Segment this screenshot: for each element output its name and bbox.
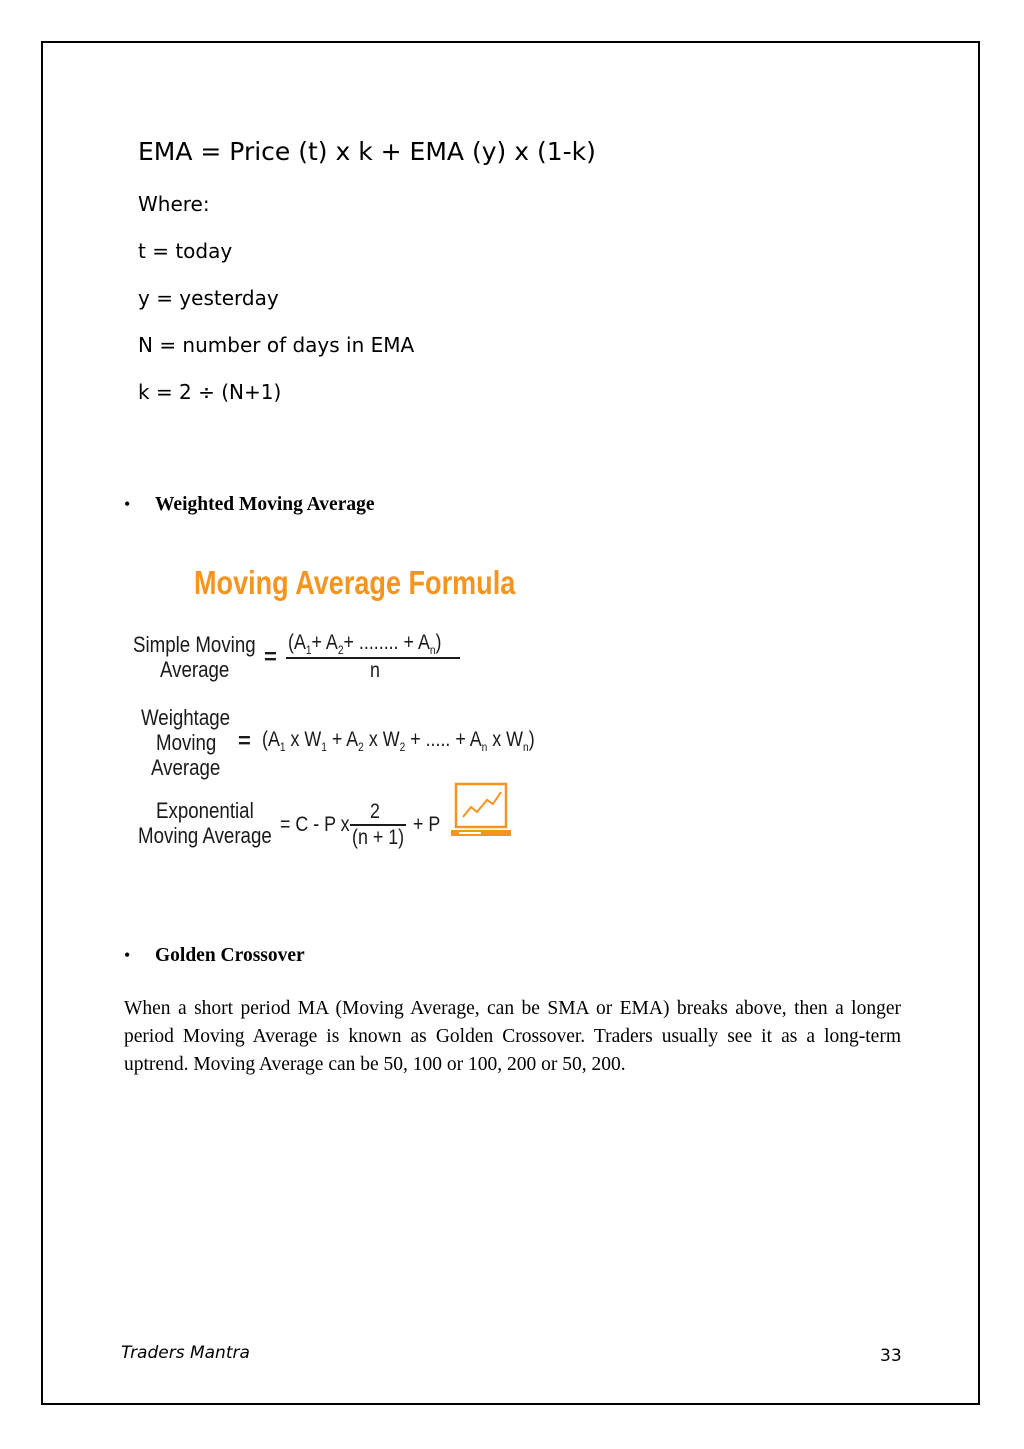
sma-denominator: n <box>370 659 380 682</box>
footer-brand: Traders Mantra <box>121 1343 250 1363</box>
ema-formula-block <box>138 132 596 416</box>
ema-numerator: 2 <box>370 800 380 823</box>
sma-equals: = <box>264 644 277 669</box>
ema-label-line2: Moving Average <box>138 823 272 848</box>
sma-label-line2: Average <box>160 657 230 682</box>
wma-label-line3: Average <box>151 755 221 780</box>
wma-expression: ($A_1$ x $W_1 + A_2$ x $W_2$ + ..... + $A_n$ x $W_n$) <box>262 728 535 755</box>
heading-weighted-moving-average <box>124 494 375 516</box>
ema-label-line1: Exponential <box>156 798 254 823</box>
wma-label-line1: Weightage <box>141 705 231 730</box>
sma-numerator: ($A_1+ A_2+$ ........ + $A_n$) <box>288 631 442 658</box>
ema-prefix: = C - P x <box>280 813 350 836</box>
line-chart-laptop-icon <box>451 782 513 844</box>
moving-average-formula-figure <box>128 556 548 856</box>
heading-text: Weighted Moving Average <box>155 494 375 515</box>
definition-k: k = 2 ÷ (N+1) <box>138 380 282 404</box>
wma-equals: = <box>238 728 251 753</box>
wma-label-line2: Moving <box>156 730 217 755</box>
figure-title: Moving Average Formula <box>194 564 516 601</box>
where-label: Where: <box>138 192 210 216</box>
heading-golden-crossover <box>124 945 305 967</box>
heading-text: Golden Crossover <box>155 945 305 966</box>
ema-suffix: + P <box>413 813 441 836</box>
ema-formula: EMA = Price (t) x k + EMA (y) x (1-k) <box>138 137 596 166</box>
definition-t: t = today <box>138 239 233 263</box>
bullet-icon: • <box>124 494 131 514</box>
definition-n: N = number of days in EMA <box>138 333 415 357</box>
bullet-icon: • <box>124 945 131 965</box>
golden-crossover-paragraph: When a short period MA (Moving Average, can be SMA or EMA) breaks above, then a longer period Moving Average is known as Golden Crossover. Traders usually see it as a long-term uptrend. Moving Average can be 50, 100 or 100, 200 or 50, 200. <box>124 998 901 1075</box>
definition-y: y = yesterday <box>138 286 279 310</box>
page-number: 33 <box>880 1346 902 1366</box>
sma-label-line1: Simple Moving <box>133 632 256 657</box>
ema-denominator: (n + 1) <box>352 826 405 849</box>
